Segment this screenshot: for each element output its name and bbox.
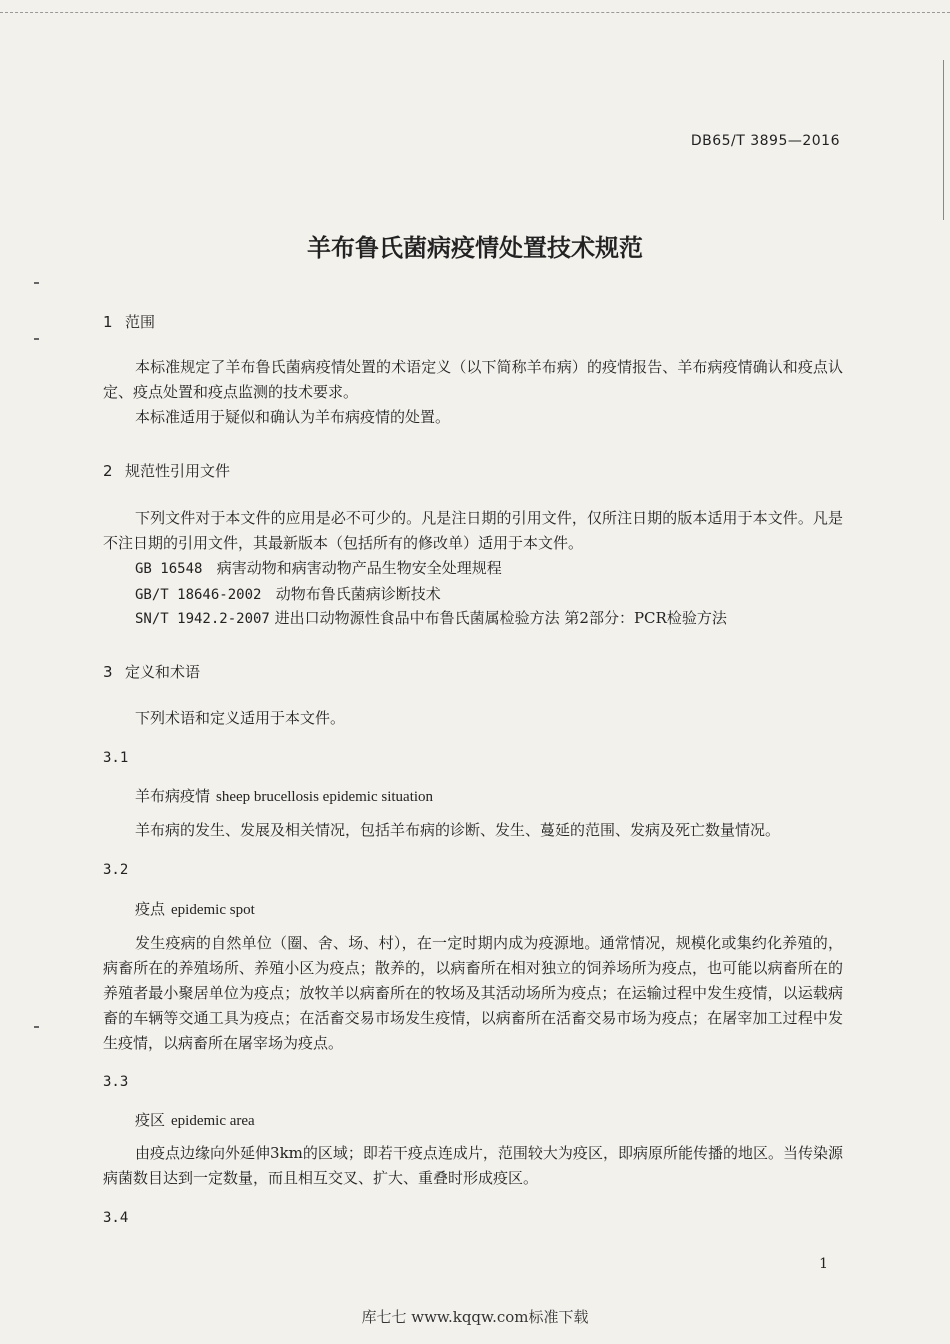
section-number: 3 <box>103 663 113 681</box>
term-en: epidemic area <box>171 1113 255 1129</box>
reference-title: 病害动物和病害动物产品生物安全处理规程 <box>216 559 502 577</box>
subsection-number: 3.2 <box>103 862 129 878</box>
scan-edge <box>943 60 944 220</box>
term-definition: 发生疫病的自然单位（圈、舍、场、村），在一定时期内成为疫源地。通常情况，规模化或集约化养殖的，病畜所在的养殖场所、养殖小区为疫点；散养的，以病畜所在相对独立的饲养场所为疫点，也可能以病畜所在的养殖者最小聚居单位为疫点；放牧羊以病畜所在的牧场及其活动场所为疫点；在运输过程中发生疫情，以运载病畜的车辆等交通工具为疫点；在活畜交易市场发生疫情，以病畜所在活畜交易市场为疫点；在屠宰加工过程中发生疫情，以病畜所在屠宰场为疫点。 <box>103 934 843 1052</box>
scan-mark <box>34 1026 39 1028</box>
scan-mark <box>34 338 39 340</box>
section-title: 范围 <box>125 313 156 331</box>
scan-border <box>0 0 950 13</box>
footer-watermark: 库七七 www.kqqw.com标准下载 <box>361 1308 589 1326</box>
term-zh: 羊布病疫情 <box>135 787 211 805</box>
reference-title: 进出口动物源性食品中布鲁氏菌属检验方法 第2部分：PCR检验方法 <box>274 609 727 627</box>
reference-title: 动物布鲁氏菌病诊断技术 <box>275 585 441 603</box>
section-heading <box>103 661 200 682</box>
reference-item <box>135 583 441 604</box>
reference-code: GB 16548 <box>135 561 203 577</box>
term-line <box>135 785 433 806</box>
section-heading <box>103 311 155 332</box>
reference-item <box>135 557 502 578</box>
paragraph: 本标准规定了羊布鲁氏菌病疫情处置的术语定义（以下简称羊布病）的疫情报告、羊布病疫情确认和疫点认定、疫点处置和疫点监测的技术要求。 <box>103 358 843 401</box>
section-heading <box>103 460 230 481</box>
reference-item <box>135 607 727 628</box>
section-number: 1 <box>103 313 113 331</box>
section-title: 定义和术语 <box>125 663 201 681</box>
paragraph: 下列术语和定义适用于本文件。 <box>135 709 346 727</box>
document-title: 羊布鲁氏菌病疫情处置技术规范 <box>307 234 643 262</box>
standard-code: DB65/T 3895—2016 <box>690 133 840 149</box>
page-number: 1 <box>819 1256 828 1272</box>
section-number: 2 <box>103 462 113 480</box>
subsection-number: 3.3 <box>103 1074 129 1090</box>
scan-mark <box>34 282 39 284</box>
term-en: epidemic spot <box>171 902 255 918</box>
term-zh: 疫区 <box>135 1111 166 1129</box>
reference-code: GB/T 18646-2002 <box>135 587 262 603</box>
term-zh: 疫点 <box>135 900 166 918</box>
term-definition: 羊布病的发生、发展及相关情况，包括羊布病的诊断、发生、蔓延的范围、发病及死亡数量情况。 <box>135 821 781 839</box>
term-line <box>135 1109 255 1130</box>
paragraph: 下列文件对于本文件的应用是必不可少的。凡是注日期的引用文件，仅所注日期的版本适用于本文件。凡是不注日期的引用文件，其最新版本（包括所有的修改单）适用于本文件。 <box>103 509 843 552</box>
subsection-number: 3.4 <box>103 1210 129 1226</box>
term-line <box>135 898 255 919</box>
reference-code: SN/T 1942.2-2007 <box>135 611 270 627</box>
paragraph: 本标准适用于疑似和确认为羊布病疫情的处置。 <box>135 408 451 426</box>
term-definition: 由疫点边缘向外延伸3km的区域；即若干疫点连成片，范围较大为疫区，即病原所能传播的地区。当传染源病菌数目达到一定数量，而且相互交叉、扩大、重叠时形成疫区。 <box>103 1144 843 1187</box>
subsection-number: 3.1 <box>103 750 129 766</box>
term-en: sheep brucellosis epidemic situation <box>216 789 434 805</box>
section-title: 规范性引用文件 <box>125 462 231 480</box>
